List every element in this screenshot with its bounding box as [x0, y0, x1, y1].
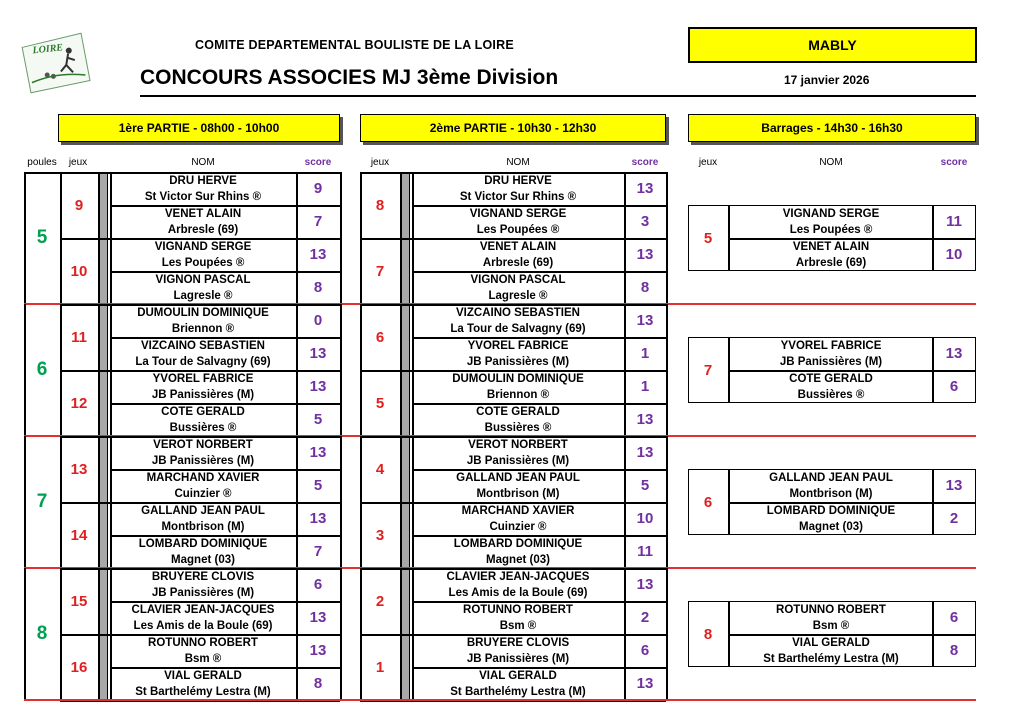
team-score: 13	[636, 246, 654, 263]
team-score: 13	[636, 180, 654, 197]
team-name: COTE GERALD	[161, 405, 245, 418]
team-name: VIGNON PASCAL	[470, 273, 566, 286]
grid-line	[340, 436, 342, 568]
col-nom-1: NOM	[191, 157, 215, 168]
team-club: Bsm ®	[499, 619, 537, 632]
team-club: Magnet (03)	[171, 553, 235, 566]
grid-line	[110, 436, 112, 568]
part-2-header: 2ème PARTIE - 10h30 - 12h30	[360, 114, 666, 142]
team-club: Les Poupées ®	[161, 256, 245, 269]
header-divider	[140, 95, 976, 97]
grid-line	[624, 568, 626, 700]
team-cell	[412, 436, 624, 469]
team-cell	[412, 238, 624, 271]
grid-line	[400, 304, 402, 436]
team-cell	[412, 370, 624, 403]
grid-line	[110, 535, 340, 537]
grid-line	[110, 205, 340, 207]
grid-line	[110, 304, 112, 436]
grid-line	[666, 568, 668, 700]
grid-line	[360, 172, 362, 304]
team-cell	[730, 370, 932, 403]
grid-line	[340, 172, 342, 304]
team-club: Montbrison (M)	[789, 487, 873, 500]
col-jeux-1: jeux	[68, 157, 88, 168]
grid-line	[296, 304, 298, 436]
team-name: VENET ALAIN	[479, 240, 557, 253]
team-club: St Barthelémy Lestra (M)	[450, 685, 586, 698]
grid-line	[60, 634, 340, 636]
team-club: Montbrison (M)	[476, 487, 560, 500]
team-club: Bsm ®	[812, 619, 850, 632]
team-club: JB Panissières (M)	[151, 586, 255, 599]
team-club: St Barthelémy Lestra (M)	[763, 652, 899, 665]
grid-line	[412, 337, 666, 339]
grid-line	[400, 568, 402, 700]
team-score: 8	[640, 279, 650, 296]
team-club: Les Poupées ®	[476, 223, 560, 236]
team-score: 13	[309, 378, 327, 395]
grid-line	[60, 436, 62, 568]
team-cell	[730, 502, 932, 535]
team-name: BRUYERE CLOVIS	[466, 636, 570, 649]
poule-divider	[24, 699, 976, 701]
team-score: 7	[313, 543, 323, 560]
game-number: 1	[375, 658, 385, 676]
team-score: 5	[640, 477, 650, 494]
logo-text: LOIRE	[32, 42, 64, 57]
team-cell	[730, 601, 932, 634]
team-name: VIAL GERALD	[792, 636, 870, 649]
team-club: JB Panissières (M)	[466, 652, 570, 665]
grid-line	[400, 436, 402, 568]
team-name: VIGNON PASCAL	[155, 273, 251, 286]
team-cell	[412, 304, 624, 337]
team-score: 13	[636, 312, 654, 329]
barrage-score: 13	[945, 345, 963, 362]
team-club: Bussières ®	[484, 421, 552, 434]
grid-line	[98, 436, 100, 568]
team-name: VIZCAINO SEBASTIEN	[141, 339, 265, 352]
col-score-3: score	[940, 157, 968, 168]
grid-line	[412, 172, 414, 304]
grid-line	[666, 304, 668, 436]
grid-line	[110, 172, 112, 304]
grid-line	[60, 172, 340, 174]
game-number: 10	[70, 262, 88, 280]
team-club: St Barthelémy Lestra (M)	[135, 685, 271, 698]
grid-line	[360, 502, 666, 504]
grid-line	[98, 304, 100, 436]
team-name: VIZCAINO SEBASTIEN	[456, 306, 580, 319]
team-cell	[412, 205, 624, 238]
team-score: 13	[309, 642, 327, 659]
team-cell	[412, 667, 624, 700]
team-club: Bussières ®	[169, 421, 237, 434]
grid-line	[360, 436, 666, 438]
team-score: 9	[313, 180, 323, 197]
team-club: Arbresle (69)	[167, 223, 239, 236]
grid-line	[110, 271, 340, 273]
grid-line	[24, 568, 26, 700]
grid-line	[24, 436, 26, 568]
team-club: Magnet (03)	[486, 553, 550, 566]
team-club: St Victor Sur Rhins ®	[144, 190, 262, 203]
team-score: 13	[636, 675, 654, 692]
team-name: DRU HERVE	[169, 174, 237, 187]
game-number: 7	[375, 262, 385, 280]
grid-line	[98, 568, 100, 700]
team-club: Lagresle ®	[173, 289, 233, 302]
team-club: Cuinzier ®	[489, 520, 547, 533]
team-name: VIGNAND SERGE	[469, 207, 567, 220]
team-score: 13	[636, 411, 654, 428]
team-score: 2	[640, 609, 650, 626]
organization: COMITE DEPARTEMENTAL BOULISTE DE LA LOIRE	[195, 38, 514, 52]
barrage-header: Barrages - 14h30 - 16h30	[688, 114, 976, 142]
grid-line	[412, 304, 414, 436]
team-name: ROTUNNO ROBERT	[463, 603, 573, 616]
col-score-1: score	[304, 157, 332, 168]
team-name: YVOREL FABRICE	[780, 339, 882, 352]
barrage-score: 2	[949, 510, 959, 527]
grid-line	[360, 304, 362, 436]
game-number: 16	[70, 658, 88, 676]
team-club: Lagresle ®	[488, 289, 548, 302]
team-cell	[730, 634, 932, 667]
team-cell	[412, 271, 624, 304]
team-cell	[730, 238, 932, 271]
col-score-2: score	[631, 157, 659, 168]
team-name: COTE GERALD	[476, 405, 560, 418]
team-name: VIAL GERALD	[164, 669, 242, 682]
game-number: 6	[375, 328, 385, 346]
grid-line	[412, 568, 414, 700]
team-club: Briennon ®	[171, 322, 235, 335]
team-name: BRUYERE CLOVIS	[151, 570, 255, 583]
team-cell	[110, 205, 296, 238]
part-1-header: 1ère PARTIE - 08h00 - 10h00	[58, 114, 340, 142]
team-name: VENET ALAIN	[792, 240, 870, 253]
team-club: JB Panissières (M)	[151, 454, 255, 467]
team-cell	[110, 172, 296, 205]
game-number: 13	[70, 460, 88, 478]
team-score: 6	[313, 576, 323, 593]
team-club: Magnet (03)	[799, 520, 863, 533]
team-cell	[412, 601, 624, 634]
grid-line	[110, 403, 340, 405]
barrage-score: 13	[945, 477, 963, 494]
grid-line	[60, 502, 340, 504]
grid-line	[110, 601, 340, 603]
team-score: 5	[313, 411, 323, 428]
team-cell	[110, 667, 296, 700]
game-number: 2	[375, 592, 385, 610]
grid-line	[60, 568, 62, 700]
team-name: VIGNAND SERGE	[782, 207, 880, 220]
team-score: 10	[636, 510, 654, 527]
team-cell	[412, 502, 624, 535]
event-date: 17 janvier 2026	[784, 73, 870, 87]
team-name: CLAVIER JEAN-JACQUES	[131, 603, 275, 616]
barrage-score: 6	[949, 609, 959, 626]
team-name: GALLAND JEAN PAUL	[456, 471, 580, 484]
game-number: 5	[375, 394, 385, 412]
grid-line	[412, 601, 666, 603]
grid-line	[412, 535, 666, 537]
venue-badge: MABLY	[688, 27, 977, 63]
team-club: Bussières ®	[797, 388, 865, 401]
grid-line	[296, 436, 298, 568]
col-poules: poules	[27, 157, 57, 168]
team-club: Montbrison (M)	[161, 520, 245, 533]
team-cell	[412, 535, 624, 568]
team-score: 13	[309, 444, 327, 461]
grid-line	[400, 172, 402, 304]
team-club: Les Amis de la Boule (69)	[448, 586, 588, 599]
team-cell	[110, 469, 296, 502]
team-club: Bsm ®	[184, 652, 222, 665]
col-jeux-3: jeux	[698, 157, 718, 168]
team-score: 11	[637, 543, 653, 560]
game-number: 4	[375, 460, 385, 478]
col-jeux-2: jeux	[370, 157, 390, 168]
team-club: Arbresle (69)	[482, 256, 554, 269]
col-nom-3: NOM	[819, 157, 843, 168]
grid-line	[360, 238, 666, 240]
team-cell	[110, 436, 296, 469]
team-cell	[110, 502, 296, 535]
team-name: YVOREL FABRICE	[467, 339, 569, 352]
team-cell	[730, 337, 932, 370]
team-name: GALLAND JEAN PAUL	[141, 504, 265, 517]
team-club: JB Panissières (M)	[466, 454, 570, 467]
team-score: 3	[640, 213, 650, 230]
grid-line	[98, 172, 100, 304]
grid-line	[110, 337, 340, 339]
barrage-game-number: 8	[703, 625, 713, 643]
grid-line	[60, 304, 62, 436]
team-name: VEROT NORBERT	[153, 438, 253, 451]
grid-line	[60, 568, 340, 570]
team-cell	[730, 205, 932, 238]
team-score: 1	[640, 378, 650, 395]
logo	[19, 31, 93, 96]
col-nom-2: NOM	[506, 157, 530, 168]
team-club: La Tour de Salvagny (69)	[135, 355, 271, 368]
team-club: JB Panissières (M)	[466, 355, 570, 368]
team-club: Les Amis de la Boule (69)	[133, 619, 273, 632]
team-score: 0	[313, 312, 323, 329]
team-club: Les Poupées ®	[789, 223, 873, 236]
team-score: 6	[640, 642, 650, 659]
team-name: MARCHAND XAVIER	[146, 471, 260, 484]
team-name: CLAVIER JEAN-JACQUES	[446, 570, 590, 583]
page-title: CONCOURS ASSOCIES MJ 3ème Division	[140, 66, 559, 89]
grid-line	[60, 370, 340, 372]
grid-line	[110, 667, 340, 669]
team-cell	[110, 601, 296, 634]
team-cell	[412, 634, 624, 667]
team-club: St Victor Sur Rhins ®	[459, 190, 577, 203]
barrage-game-number: 5	[703, 229, 713, 247]
team-name: DUMOULIN DOMINIQUE	[137, 306, 269, 319]
grid-line	[412, 667, 666, 669]
team-cell	[110, 634, 296, 667]
grid-line	[624, 172, 626, 304]
grid-line	[360, 568, 362, 700]
grid-line	[360, 634, 666, 636]
team-name: LOMBARD DOMINIQUE	[138, 537, 268, 550]
grid-line	[360, 568, 666, 570]
team-cell	[412, 172, 624, 205]
team-score: 5	[313, 477, 323, 494]
team-cell	[110, 337, 296, 370]
barrage-score: 6	[949, 378, 959, 395]
team-name: MARCHAND XAVIER	[461, 504, 575, 517]
team-cell	[110, 568, 296, 601]
team-score: 13	[636, 444, 654, 461]
team-name: DRU HERVE	[484, 174, 552, 187]
team-cell	[110, 304, 296, 337]
grid-line	[296, 568, 298, 700]
grid-line	[360, 172, 666, 174]
team-name: ROTUNNO ROBERT	[776, 603, 886, 616]
team-name: VEROT NORBERT	[468, 438, 568, 451]
grid-line	[24, 304, 26, 436]
grid-line	[412, 271, 666, 273]
team-name: DUMOULIN DOMINIQUE	[452, 372, 584, 385]
grid-line	[110, 568, 112, 700]
team-cell	[412, 403, 624, 436]
barrage-score: 11	[946, 213, 962, 230]
team-cell	[110, 370, 296, 403]
grid-line	[60, 304, 340, 306]
grid-line	[412, 436, 414, 568]
grid-line	[60, 172, 62, 304]
grid-line	[412, 403, 666, 405]
barrage-score: 10	[945, 246, 963, 263]
grid-line	[360, 370, 666, 372]
team-score: 13	[309, 246, 327, 263]
grid-line	[60, 238, 340, 240]
grid-line	[624, 304, 626, 436]
grid-line	[666, 172, 668, 304]
grid-line	[110, 469, 340, 471]
team-name: LOMBARD DOMINIQUE	[766, 504, 896, 517]
poule-number: 8	[36, 623, 48, 644]
team-cell	[412, 469, 624, 502]
team-score: 8	[313, 279, 323, 296]
barrage-game-number: 6	[703, 493, 713, 511]
grid-line	[24, 172, 26, 304]
grid-line	[340, 304, 342, 436]
team-name: VIAL GERALD	[479, 669, 557, 682]
team-club: Arbresle (69)	[795, 256, 867, 269]
team-club: La Tour de Salvagny (69)	[450, 322, 586, 335]
team-name: ROTUNNO ROBERT	[148, 636, 258, 649]
team-cell	[412, 337, 624, 370]
team-name: VENET ALAIN	[164, 207, 242, 220]
grid-line	[340, 568, 342, 700]
grid-line	[296, 172, 298, 304]
game-number: 8	[375, 196, 385, 214]
team-score: 7	[313, 213, 323, 230]
team-score: 13	[309, 345, 327, 362]
team-club: Cuinzier ®	[174, 487, 232, 500]
team-cell	[110, 403, 296, 436]
team-name: LOMBARD DOMINIQUE	[453, 537, 583, 550]
team-cell	[110, 271, 296, 304]
team-club: JB Panissières (M)	[151, 388, 255, 401]
team-score: 13	[636, 576, 654, 593]
grid-line	[666, 436, 668, 568]
team-club: JB Panissières (M)	[779, 355, 883, 368]
game-number: 12	[70, 394, 88, 412]
barrage-game-number: 7	[703, 361, 713, 379]
game-number: 3	[375, 526, 385, 544]
team-name: YVOREL FABRICE	[152, 372, 254, 385]
game-number: 14	[70, 526, 88, 544]
team-cell	[110, 535, 296, 568]
grid-line	[360, 304, 666, 306]
poule-number: 6	[36, 359, 48, 380]
team-score: 1	[640, 345, 650, 362]
grid-line	[60, 436, 340, 438]
poule-number: 5	[36, 227, 48, 248]
poule-number: 7	[36, 491, 48, 512]
team-cell	[110, 238, 296, 271]
team-cell	[412, 568, 624, 601]
grid-line	[360, 436, 362, 568]
team-score: 13	[309, 510, 327, 527]
grid-line	[412, 469, 666, 471]
team-cell	[730, 469, 932, 502]
team-name: COTE GERALD	[789, 372, 873, 385]
game-number: 15	[70, 592, 88, 610]
grid-line	[412, 205, 666, 207]
game-number: 11	[71, 328, 87, 346]
team-name: GALLAND JEAN PAUL	[769, 471, 893, 484]
grid-line	[624, 436, 626, 568]
team-club: Briennon ®	[486, 388, 550, 401]
barrage-score: 8	[949, 642, 959, 659]
team-score: 13	[309, 609, 327, 626]
grid-line	[24, 172, 60, 174]
team-score: 8	[313, 675, 323, 692]
game-number: 9	[74, 196, 84, 214]
team-name: VIGNAND SERGE	[154, 240, 252, 253]
